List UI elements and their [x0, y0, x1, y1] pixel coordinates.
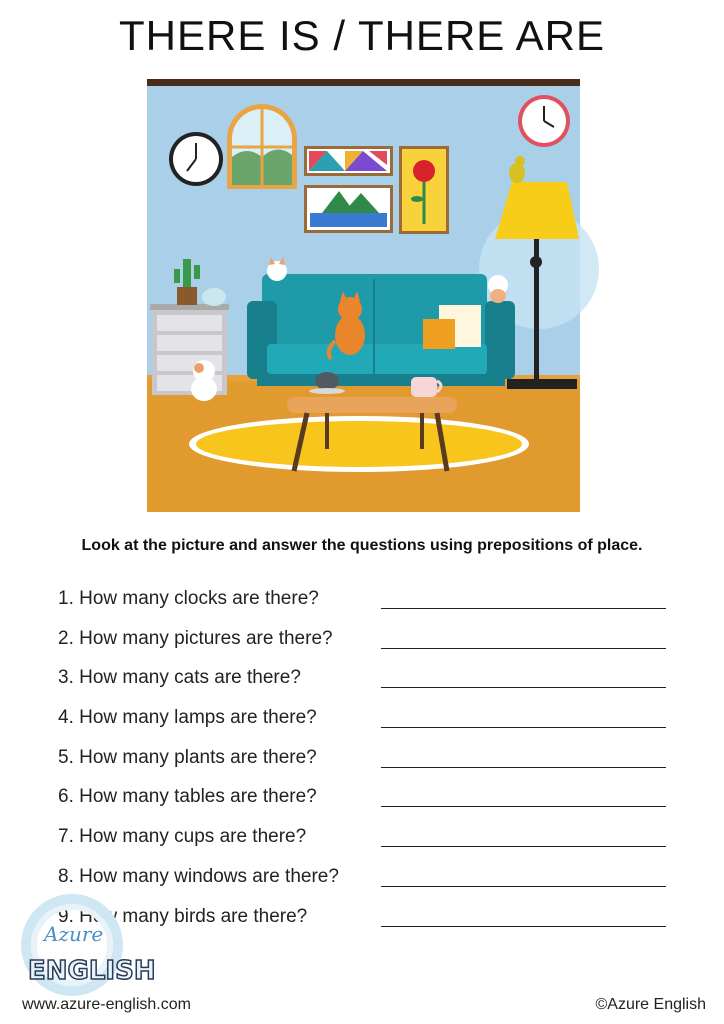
picture-triangles-icon — [304, 146, 393, 176]
answer-line[interactable] — [381, 926, 666, 927]
wall-clock-left-icon — [169, 132, 223, 186]
answer-line[interactable] — [381, 727, 666, 728]
question-row — [58, 902, 678, 942]
question-text: 7. How many cups are there? — [58, 826, 307, 848]
question-text: 1. How many clocks are there? — [58, 588, 319, 609]
logo-word-english: ENGLISH — [28, 956, 156, 986]
fishbowl-icon — [202, 288, 226, 306]
question-row — [58, 663, 678, 703]
question-text: 9. How many birds are there? — [58, 905, 308, 927]
picture-mountains-icon — [304, 185, 393, 233]
question-row — [58, 584, 678, 624]
window-icon — [227, 104, 297, 189]
page-title: THERE IS / THERE ARE — [119, 12, 605, 59]
answer-line[interactable] — [381, 886, 666, 887]
picture-rose-icon — [399, 146, 449, 234]
cat-on-lamp-side-icon — [488, 275, 508, 303]
question-row — [58, 782, 678, 822]
question-text: 8. How many windows are there? — [58, 865, 339, 887]
question-row — [58, 624, 678, 664]
answer-line[interactable] — [381, 648, 666, 649]
question-row — [58, 822, 678, 862]
question-text: 5. How many plants are there? — [58, 746, 317, 768]
answer-line[interactable] — [381, 806, 666, 807]
azure-english-logo — [14, 893, 156, 1003]
question-text: 3. How many cats are there? — [58, 667, 301, 689]
ceiling-beam — [147, 79, 580, 86]
answer-line[interactable] — [381, 687, 666, 688]
question-row — [58, 743, 678, 783]
drawer-cabinet-icon — [150, 304, 229, 395]
living-room-illustration — [147, 79, 580, 512]
question-text: 6. How many tables are there? — [58, 786, 317, 808]
cup-pink-icon — [411, 377, 441, 397]
question-row — [58, 703, 678, 743]
rug-icon — [196, 421, 522, 467]
wall-clock-right-icon — [518, 95, 570, 147]
logo-word-azure: Azure — [44, 922, 104, 946]
cushion-orange — [423, 319, 455, 349]
copyright-text: ©Azure English — [595, 996, 706, 1013]
instructions-text: Look at the picture and answer the questions using prepositions of place. — [81, 537, 643, 554]
website-link[interactable]: www.azure-english.com — [22, 996, 191, 1013]
answer-line[interactable] — [381, 608, 666, 609]
question-text: 4. How many lamps are there? — [58, 707, 317, 729]
answer-line[interactable] — [381, 767, 666, 768]
question-text: 2. How many pictures are there? — [58, 627, 333, 649]
questions-list — [58, 584, 678, 941]
cat-by-cabinet-icon — [191, 360, 217, 401]
question-row — [58, 862, 678, 902]
answer-line[interactable] — [381, 846, 666, 847]
